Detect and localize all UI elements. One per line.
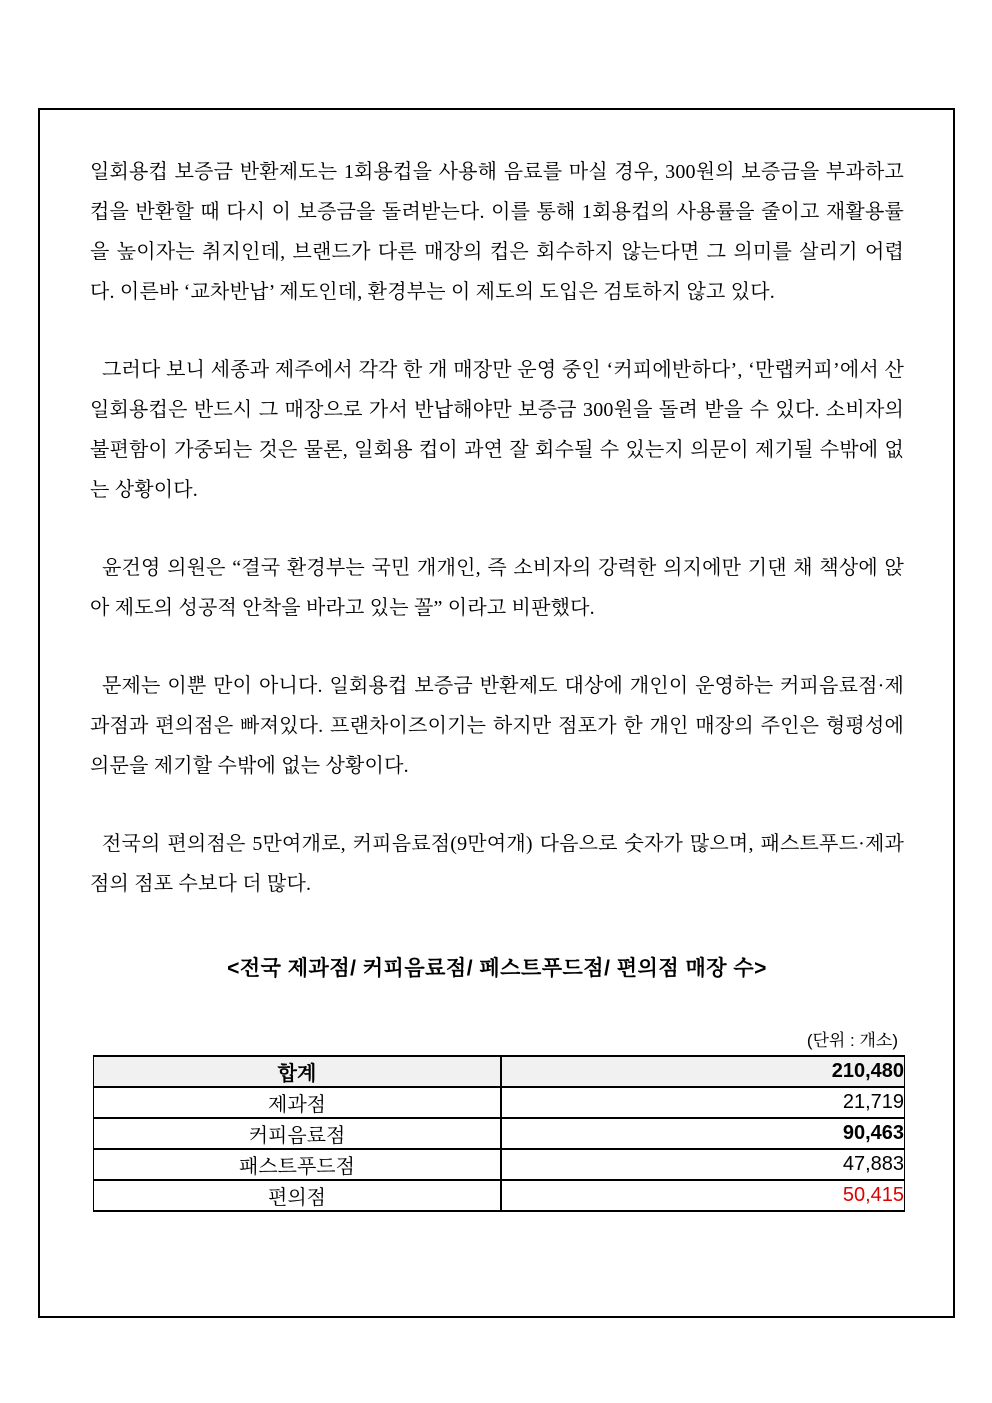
row-label: 제과점 xyxy=(94,1087,502,1118)
table-row-convenience xyxy=(94,1180,905,1211)
paragraph-deposit-system: 일회용컵 보증금 반환제도는 1회용컵을 사용해 음료를 마실 경우, 300원의 보증금을 부과하고 컵을 반환할 때 다시 이 보증금을 돌려받는다. 이를 통해 1회용컵의 사용률을 줄이고 재활용률을 높이자는 취지인데, 브랜드가 다른 매장의 컵은 회수하지 않는다면 그 의미를 살리기 어렵다. 이른바 ‘교차반납’ 제도인데, 환경부는 이 제도의 도입은 검토하지 않고 있다. xyxy=(90,161,904,303)
row-value: 90,463 xyxy=(501,1118,905,1149)
row-label: 커피음료점 xyxy=(94,1118,502,1149)
row-value: 47,883 xyxy=(501,1149,905,1180)
paragraph-lawmaker-quote: 윤건영 의원은 “결국 환경부는 국민 개개인, 즉 소비자의 강력한 의지에만 기댄 채 책상에 앉아 제도의 성공적 안착을 바라고 있는 꼴” 이라고 비판했다. xyxy=(90,557,904,619)
paragraph-cross-return: 그러다 보니 세종과 제주에서 각각 한 개 매장만 운영 중인 ‘커피에반하다’, ‘만랩커피’에서 산 일회용컵은 반드시 그 매장으로 가서 반납해야만 보증금 300원을 돌려 받을 수 있다. 소비자의 불편함이 가중되는 것은 물론, 일회용 컵이 과연 잘 회수될 수 있는지 의문이 제기될 수밖에 없는 상황이다. xyxy=(90,359,904,501)
table-title: <전국 제과점/ 커피음료점/ 페스트푸드점/ 편의점 매장 수> xyxy=(227,957,767,980)
table-row-fastfood xyxy=(94,1149,905,1180)
document-page-border xyxy=(38,108,955,1318)
store-count-table xyxy=(93,1055,905,1212)
table-row-total xyxy=(94,1056,905,1087)
table-row-bakery xyxy=(94,1087,905,1118)
row-label: 패스트푸드점 xyxy=(94,1149,502,1180)
row-value: 50,415 xyxy=(501,1180,905,1211)
row-label: 합계 xyxy=(94,1056,502,1087)
paragraph-store-counts: 전국의 편의점은 5만여개로, 커피음료점(9만여개) 다음으로 숫자가 많으며, 패스트푸드·제과점의 점포 수보다 더 많다. xyxy=(90,833,904,895)
row-value: 210,480 xyxy=(831,1060,904,1082)
row-value: 21,719 xyxy=(501,1087,905,1118)
table-row-coffee xyxy=(94,1118,905,1149)
row-label: 편의점 xyxy=(94,1180,502,1211)
unit-label: (단위 : 개소) xyxy=(806,1031,898,1050)
paragraph-excluded-stores: 문제는 이뿐 만이 아니다. 일회용컵 보증금 반환제도 대상에 개인이 운영하는 커피음료점·제과점과 편의점은 빠져있다. 프랜차이즈이기는 하지만 점포가 한 개인 매장의 주인은 형평성에 의문을 제기할 수밖에 없는 상황이다. xyxy=(90,675,904,777)
